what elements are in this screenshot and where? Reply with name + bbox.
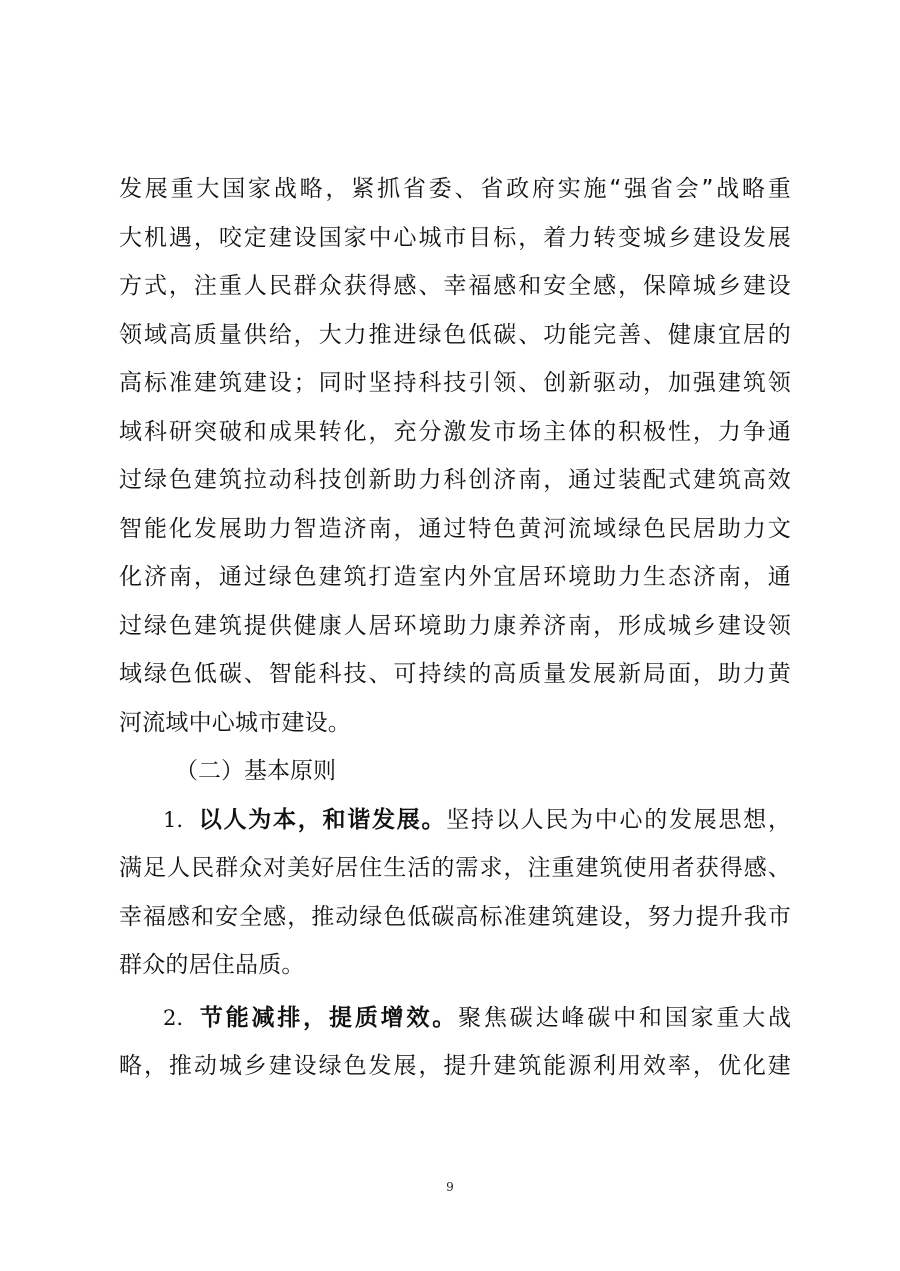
text-line: 发展重大国家战略，紧抓省委、省政府实施“强省会”战略重 bbox=[119, 176, 791, 202]
text-line: 群众的居住品质。 bbox=[119, 952, 305, 978]
principle-number: 2. bbox=[163, 1005, 184, 1030]
principle-number: 1. bbox=[163, 807, 184, 832]
section-heading: （二）基本原则 bbox=[175, 758, 336, 784]
principle-title: 节能减排，提质增效。 bbox=[197, 1004, 459, 1031]
text-line: 方式，注重人民群众获得感、幸福感和安全感，保障城乡建设 bbox=[119, 273, 791, 299]
text-line: 幸福感和安全感，推动绿色低碳高标准建筑建设，努力提升我市 bbox=[119, 903, 791, 930]
text-line: 过绿色建筑提供健康人居环境助力康养济南，形成城乡建设领 bbox=[119, 612, 791, 639]
text-line: 高标准建筑建设；同时坚持科技引领、创新驱动，加强建筑领 bbox=[119, 370, 791, 396]
principle-first-line bbox=[119, 994, 791, 1043]
principle-title: 以人为本，和谐发展。 bbox=[197, 806, 447, 833]
text-line: 领域高质量供给，大力推进绿色低碳、功能完善、健康宜居的 bbox=[119, 321, 791, 348]
text-line: 域绿色低碳、智能科技、可持续的高质量发展新局面，助力黄 bbox=[119, 661, 791, 687]
principle-first-line bbox=[119, 796, 791, 845]
text-line: 大机遇，咬定建设国家中心城市目标，着力转变城乡建设发展 bbox=[119, 224, 791, 251]
principle-2 bbox=[119, 994, 791, 1091]
body-text bbox=[119, 165, 791, 1091]
text-line: 略，推动城乡建设绿色发展，提升建筑能源利用效率，优化建 bbox=[119, 1053, 791, 1079]
page-number: 9 bbox=[446, 1180, 454, 1194]
text-line: 智能化发展助力智造济南，通过特色黄河流域绿色民居助力文 bbox=[119, 515, 791, 542]
text-line: 满足人民群众对美好居住生活的需求，注重建筑使用者获得感、 bbox=[119, 855, 791, 881]
principle-text: 坚持以人民为中心的发展思想， bbox=[446, 806, 792, 833]
text-line: 河流域中心城市建设。 bbox=[119, 709, 351, 736]
text-line: 化济南，通过绿色建筑打造室内外宜居环境助力生态济南，通 bbox=[119, 564, 791, 590]
principle-1 bbox=[119, 796, 791, 990]
principle-text: 聚焦碳达峰碳中和国家重大战 bbox=[458, 1004, 792, 1031]
intro-paragraph bbox=[119, 165, 791, 747]
text-line: 过绿色建筑拉动科技创新助力科创济南，通过装配式建筑高效 bbox=[119, 467, 791, 493]
text-line: 域科研突破和成果转化，充分激发市场主体的积极性，力争通 bbox=[119, 418, 791, 445]
